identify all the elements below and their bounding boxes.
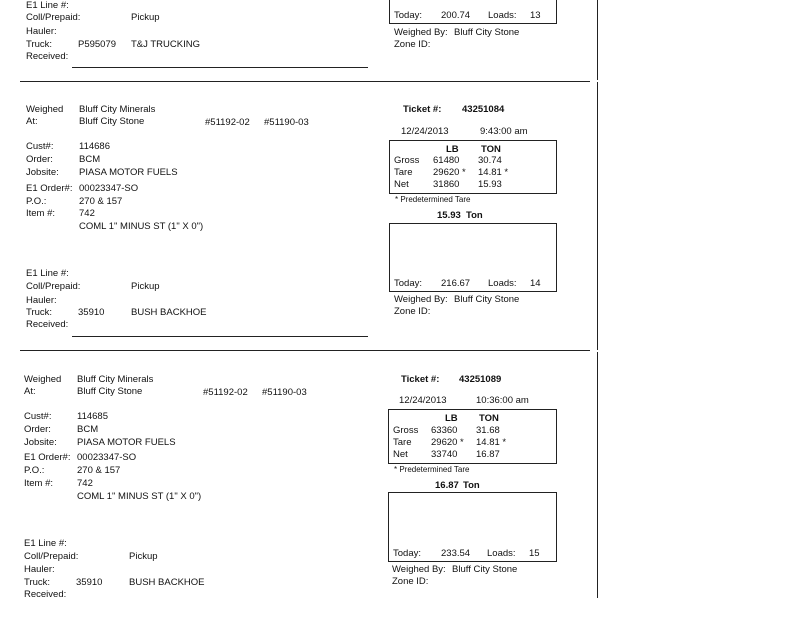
item-description: COML 1" MINUS ST (1" X 0") [79,221,204,232]
truck-label: Truck: [26,307,53,318]
zone-label: Zone ID: [394,39,431,50]
today-value: 233.54 [441,548,471,559]
net-total: 16.87 [435,480,459,491]
weighed-by-label: Weighed By: [394,27,448,38]
gross-label: Gross [393,425,419,436]
po-value: 270 & 157 [77,465,121,476]
hauler-label: Hauler: [26,26,57,37]
ticket-label: Ticket #: [403,104,442,115]
tare-ton: 14.81 * [478,167,509,178]
e1-order-label: E1 Order#: [24,452,71,463]
ref-number-1: #51192-02 [203,387,248,398]
weighed-value: Bluff City Minerals [77,374,154,385]
ticket-date: 12/24/2013 [401,126,449,137]
coll-prepaid-label: Coll/Prepaid: [26,12,81,23]
cust-label: Cust#: [26,141,54,152]
jobsite-value: PIASA MOTOR FUELS [79,167,178,178]
received-label: Received: [26,319,69,330]
ticket-separator [20,81,590,82]
item-value: 742 [79,208,95,219]
loads-label: Loads: [488,10,517,21]
coll-prepaid-value: Pickup [131,281,160,292]
weighed-by-value: Bluff City Stone [454,27,520,38]
truck-label: Truck: [24,577,51,588]
weighed-label: Weighed [24,374,62,385]
tare-ton: 14.81 * [476,437,507,448]
po-label: P.O.: [24,465,45,476]
weights-header-lb: LB [446,144,459,155]
ticket-label: Ticket #: [401,374,440,385]
cust-label: Cust#: [24,411,52,422]
weighed-by-value: Bluff City Stone [454,294,520,305]
hauler-label: Hauler: [26,295,57,306]
box-bottom-border [389,23,557,24]
jobsite-label: Jobsite: [24,437,57,448]
coll-prepaid-value: Pickup [129,551,158,562]
po-value: 270 & 157 [79,196,123,207]
received-label: Received: [26,51,69,62]
truck-number: P595079 [78,39,117,50]
item-label: Item #: [24,478,54,489]
weights-header-ton: TON [481,144,501,155]
net-total-unit: Ton [466,210,483,221]
order-label: Order: [26,154,53,165]
coll-prepaid-value: Pickup [131,12,160,23]
order-value: BCM [77,424,99,435]
predetermined-note: * Predetermined Tare [394,465,470,474]
loads-value: 13 [530,10,541,21]
e1-order-label: E1 Order#: [26,183,73,194]
truck-company: BUSH BACKHOE [131,307,207,318]
coll-prepaid-label: Coll/Prepaid: [26,281,81,292]
ticket-number: 43251089 [459,374,502,385]
item-description: COML 1" MINUS ST (1" X 0") [77,491,202,502]
tare-label: Tare [394,167,413,178]
gross-label: Gross [394,155,420,166]
jobsite-value: PIASA MOTOR FUELS [77,437,176,448]
net-total-unit: Ton [463,480,480,491]
page-edge-line [597,0,598,80]
loads-value: 14 [530,278,541,289]
today-label: Today: [394,10,422,21]
ref-number-1: #51192-02 [205,117,250,128]
order-label: Order: [24,424,51,435]
zone-label: Zone ID: [392,576,429,587]
net-ton: 16.87 [476,449,500,460]
today-label: Today: [394,278,422,289]
gross-ton: 30.74 [478,155,502,166]
net-label: Net [394,179,409,190]
at-value: Bluff City Stone [77,386,143,397]
truck-company: BUSH BACKHOE [129,577,205,588]
coll-prepaid-label: Coll/Prepaid: [24,551,79,562]
ticket-separator [20,350,590,351]
po-label: P.O.: [26,196,47,207]
today-label: Today: [393,548,421,559]
net-lb: 31860 [433,179,460,190]
weights-box [388,409,557,464]
tare-lb: 29620 * [431,437,464,448]
jobsite-label: Jobsite: [26,167,59,178]
at-label: At: [24,386,36,397]
signature-line [72,336,368,337]
received-label: Received: [24,589,67,600]
e1-line-label: E1 Line #: [24,538,67,549]
gross-ton: 31.68 [476,425,500,436]
item-label: Item #: [26,208,56,219]
e1-line-label: E1 Line #: [26,268,69,279]
signature-line [72,67,368,68]
truck-label: Truck: [26,39,53,50]
page-edge-line [597,352,598,598]
zone-label: Zone ID: [394,306,431,317]
weights-box [389,140,557,194]
e1-order-value: 00023347-SO [77,452,137,463]
net-lb: 33740 [431,449,458,460]
today-value: 200.74 [441,10,471,21]
box-right-border [556,0,557,24]
at-value: Bluff City Stone [79,116,145,127]
net-total: 15.93 [437,210,461,221]
ref-number-2: #51190-03 [262,387,307,398]
tare-lb: 29620 * [433,167,466,178]
ticket-time: 9:43:00 am [480,126,528,137]
weighed-by-value: Bluff City Stone [452,564,518,575]
truck-company: T&J TRUCKING [131,39,200,50]
weights-header-lb: LB [445,413,458,424]
net-ton: 15.93 [478,179,502,190]
loads-value: 15 [529,548,540,559]
box-left-border [389,0,390,24]
at-label: At: [26,116,38,127]
weighed-by-label: Weighed By: [394,294,448,305]
cust-value: 114685 [77,411,108,422]
weighed-label: Weighed [26,104,64,115]
today-value: 216.67 [441,278,471,289]
truck-number: 35910 [78,307,105,318]
gross-lb: 61480 [433,155,460,166]
loads-label: Loads: [488,278,517,289]
tare-label: Tare [393,437,412,448]
e1-line-label: E1 Line #: [26,0,69,11]
predetermined-note: * Predetermined Tare [395,195,471,204]
ref-number-2: #51190-03 [264,117,309,128]
item-value: 742 [77,478,93,489]
hauler-label: Hauler: [24,564,55,575]
loads-label: Loads: [487,548,516,559]
order-value: BCM [79,154,101,165]
ticket-number: 43251084 [462,104,505,115]
weighed-value: Bluff City Minerals [79,104,156,115]
weighed-by-label: Weighed By: [392,564,446,575]
page-edge-line [597,82,598,350]
gross-lb: 63360 [431,425,458,436]
weights-header-ton: TON [479,413,499,424]
ticket-time: 10:36:00 am [476,395,529,406]
truck-number: 35910 [76,577,103,588]
e1-order-value: 00023347-SO [79,183,139,194]
cust-value: 114686 [79,141,110,152]
ticket-date: 12/24/2013 [399,395,447,406]
net-label: Net [393,449,408,460]
